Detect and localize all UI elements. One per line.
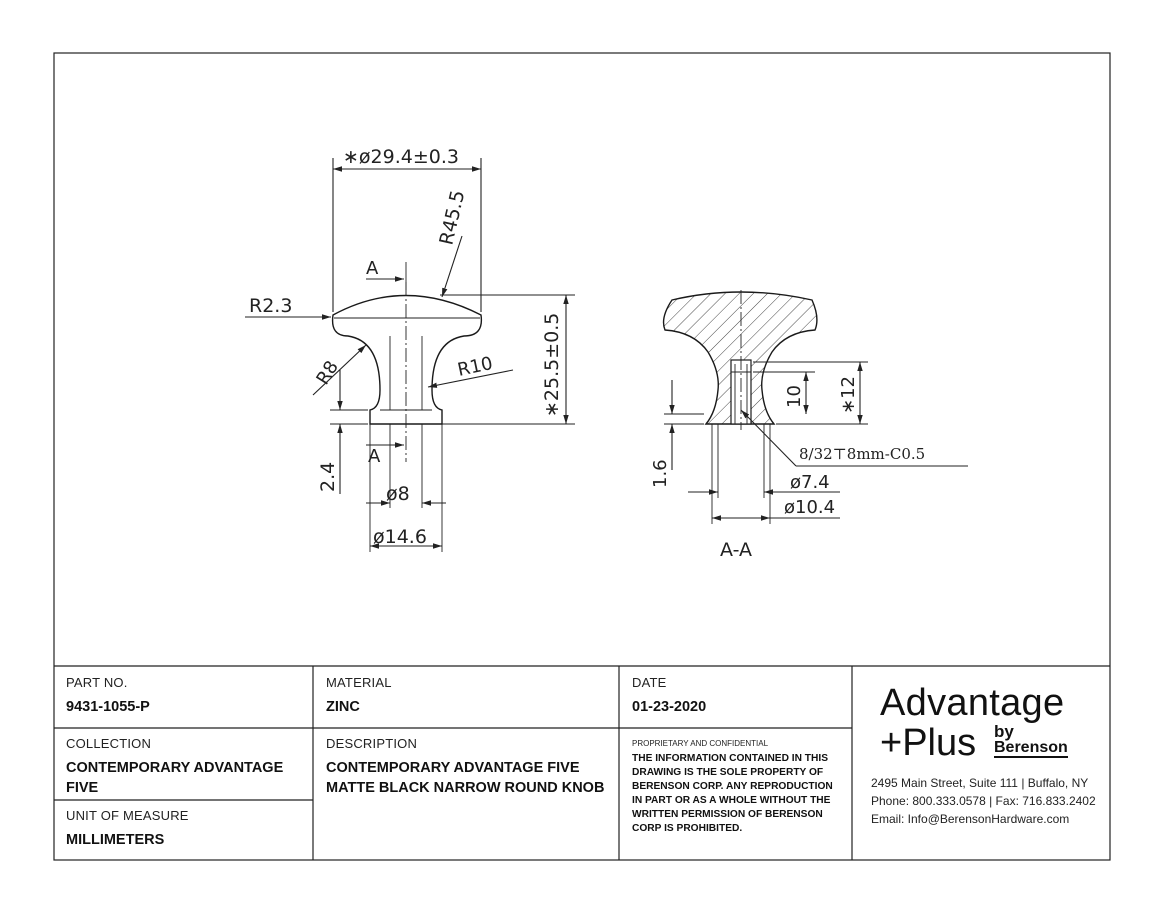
part-no-label: PART NO. <box>66 675 128 690</box>
collection-value-line1: CONTEMPORARY ADVANTAGE <box>66 760 284 776</box>
logo-line2: +Plus <box>880 722 977 764</box>
logo-brand: Berenson <box>994 739 1068 756</box>
front-view <box>245 146 575 552</box>
dim-base-outer-diameter: ø10.4 <box>784 497 836 518</box>
logo-by: by <box>994 722 1014 741</box>
dim-neck-radius-right: R10 <box>455 352 495 381</box>
material-label: MATERIAL <box>326 675 392 690</box>
dim-section-base-thickness: 1.6 <box>650 459 671 488</box>
section-view <box>650 290 968 561</box>
contact-email: Email: Info@BerensonHardware.com <box>871 812 1070 826</box>
dim-neck-diameter: ø8 <box>386 483 410 505</box>
description-label: DESCRIPTION <box>326 736 418 751</box>
part-no-value: 9431-1055-P <box>66 699 150 715</box>
contact-address: 2495 Main Street, Suite 111 | Buffalo, NY <box>871 776 1089 790</box>
date-label: DATE <box>632 675 667 690</box>
section-mark-top: A <box>366 258 379 279</box>
dim-edge-radius: R2.3 <box>249 295 293 317</box>
dim-thread-height: ∗12 <box>838 376 859 414</box>
description-value-line2: MATTE BLACK NARROW ROUND KNOB <box>326 780 605 796</box>
section-label: A-A <box>720 539 753 561</box>
proprietary-text: THE INFORMATION CONTAINED IN THIS DRAWING IS THE SOLE PROPERTY OF BERENSON CORP. ANY REPRODUCTION IN PART OR AS A WHOLE WITHOUT THE WRITTEN PERMISSION OF BERENSON CORP IS PROHIBITED. <box>632 753 833 834</box>
dim-thread-spec: 8/32⊤8mm-C0.5 <box>799 445 926 463</box>
proprietary-label: PROPRIETARY AND CONFIDENTIAL <box>632 739 769 748</box>
logo-line1: Advantage <box>880 682 1065 724</box>
collection-value-line2: FIVE <box>66 780 99 796</box>
section-mark-bottom: A <box>368 446 381 467</box>
description-value-line1: CONTEMPORARY ADVANTAGE FIVE <box>326 760 580 776</box>
date-value: 01-23-2020 <box>632 699 707 715</box>
collection-label: COLLECTION <box>66 736 152 751</box>
contact-phone: Phone: 800.333.0578 | Fax: 716.833.2402 <box>871 794 1096 808</box>
dim-neck-radius-left: R8 <box>312 357 343 389</box>
dim-head-radius: R45.5 <box>435 188 470 248</box>
dim-base-inner-diameter: ø7.4 <box>790 472 830 493</box>
dim-thread-depth: 10 <box>784 385 805 408</box>
unit-label: UNIT OF MEASURE <box>66 808 189 823</box>
dim-overall-diameter: ∗ø29.4±0.3 <box>343 146 459 168</box>
dim-height: ∗25.5±0.5 <box>541 312 563 417</box>
dim-base-diameter: ø14.6 <box>373 526 427 548</box>
material-value: ZINC <box>326 699 360 715</box>
unit-value: MILLIMETERS <box>66 832 165 848</box>
dim-base-thickness: 2.4 <box>317 461 339 492</box>
